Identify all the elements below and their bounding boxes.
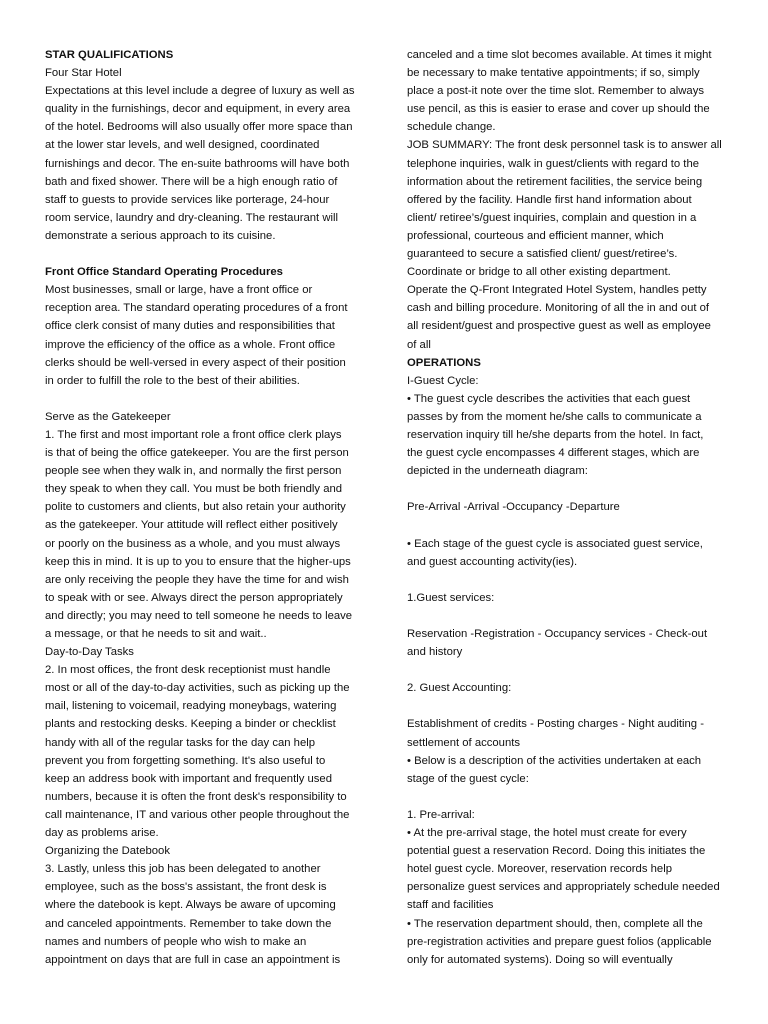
text-line: call maintenance, IT and various other people throughout the [45, 808, 350, 821]
text-line: 1. Pre-arrival: [407, 808, 475, 821]
text-line: keep this in mind. It is up to you to ensure that the higher-ups [45, 555, 351, 568]
blank-line [407, 516, 727, 534]
text-line: Operate the Q-Front Integrated Hotel System, handles petty [407, 284, 707, 297]
blank-line [407, 788, 727, 806]
text-line: guaranteed to secure a satisfied client/ guest/retiree’s. [407, 248, 678, 261]
text-line: potential guest a reservation Record. Doing this initiates the [407, 845, 706, 858]
text-line: in order to fulfill the role to the best of their abilities. [45, 374, 300, 387]
text-line: polite to customers and clients, but also retain your authority [45, 501, 346, 514]
blank-line [407, 607, 727, 625]
text-line: be necessary to make tentative appointments; if so, simply [407, 67, 700, 80]
text-line: • At the pre-arrival stage, the hotel must create for every [407, 827, 687, 840]
text-line: JOB SUMMARY: The front desk personnel task is to answer all [407, 139, 722, 152]
blank-line [45, 245, 363, 263]
text-line: demonstrate a serious approach to its cuisine. [45, 229, 276, 242]
text-line: reception area. The standard operating procedures of a front [45, 302, 348, 315]
text-line: Serve as the Gatekeeper [45, 410, 171, 423]
text-line: Reservation -Registration - Occupancy services - Check-out [407, 628, 708, 640]
text-line: • Each stage of the guest cycle is associated guest service, [407, 537, 703, 550]
text-line: staff to guests to provide services like porterage, 24-hour [45, 193, 330, 206]
text-line: numbers, because it is often the front desk's responsibility to [45, 790, 347, 803]
text-line: Four Star Hotel [45, 67, 122, 80]
text-line: hotel guest cycle. Moreover, reservation records help [407, 863, 672, 876]
text-line: 1.Guest services: [407, 591, 495, 604]
text-line: use pencil, as this is easier to erase and cover up should the [407, 103, 710, 116]
text-line: of the hotel. Bedrooms will also usually offer more space than [45, 121, 353, 134]
text-line: and directly; you may need to tell someone he needs to leave [45, 609, 353, 622]
text-line: Organizing the Datebook [45, 845, 170, 858]
text-line: Most businesses, small or large, have a front office or [45, 284, 313, 297]
text-line: or poorly on the business as a whole, and you must always [45, 537, 341, 550]
text-line: stage of the guest cycle: [407, 772, 529, 785]
text-line: place a post-it note over the time slot. Remember to always [407, 85, 704, 98]
text-line: and canceled appointments. Remember to take down the [45, 917, 332, 930]
text-line: I-Guest Cycle: [407, 374, 479, 387]
text-line: most or all of the day-to-day activities, such as picking up the [45, 682, 350, 695]
text-line: telephone inquiries, walk in guest/clients with regard to the [407, 157, 700, 170]
text-line: is that of being the office gatekeeper. You are the first person [45, 447, 349, 460]
text-line: offered by the facility. Handle first hand information about [407, 193, 692, 206]
text-line: keep an address book with important and frequently used [45, 772, 332, 785]
blank-line [407, 661, 727, 679]
text-line: staff and facilities [407, 899, 494, 912]
text-line: Expectations at this level include a degree of luxury as well as [45, 85, 355, 98]
text-line: Day-to-Day Tasks [45, 646, 134, 659]
text-line: employee, such as the boss's assistant, the front desk is [45, 881, 327, 894]
left-column [45, 46, 363, 969]
text-line: all resident/guest and prospective guest as well as employee [407, 320, 711, 333]
right-column [407, 46, 727, 969]
text-line: plants and restocking desks. Keeping a binder or checklist [45, 718, 336, 731]
text-line: 2. Guest Accounting: [407, 682, 512, 695]
blank-line [407, 480, 727, 498]
text-line: handy with all of the regular tasks for the day can help [45, 736, 316, 749]
blank-line [407, 697, 727, 715]
text-line: • The guest cycle describes the activities that each guest [407, 392, 691, 405]
text-line: professional, courteous and efficient manner, which [407, 229, 664, 242]
text-line: canceled and a time slot becomes available. At times it might [407, 49, 712, 61]
text-line: to speak with or see. Always direct the person appropriately [45, 591, 343, 604]
section-heading: Front Office Standard Operating Procedures [45, 266, 283, 279]
text-line: quality in the furnishings, decor and equipment, in every area [45, 103, 351, 116]
text-line: Establishment of credits - Posting charges - Night auditing - [407, 718, 704, 731]
blank-line [407, 571, 727, 589]
text-line: 3. Lastly, unless this job has been delegated to another [45, 863, 321, 876]
text-line: as the gatekeeper. Your attitude will reflect either positively [45, 519, 338, 532]
text-line: appointment on days that are full in case an appointment is [45, 953, 341, 966]
text-line: information about the retirement facilities, the service being [407, 175, 703, 188]
text-line: people see when they walk in, and normally the first person [45, 465, 342, 478]
text-line: office clerk consist of many duties and responsibilities that [45, 320, 335, 333]
text-line: improve the efficiency of the office as a whole. Front office [45, 338, 336, 351]
text-line: clerks should be well-versed in every aspect of their position [45, 356, 346, 369]
text-line: mail, listening to voicemail, readying moneybags, watering [45, 700, 337, 713]
text-line: settlement of accounts [407, 736, 521, 749]
text-line: client/ retiree’s/guest inquiries, complain and question in a [407, 211, 697, 224]
text-line: and guest accounting activity(ies). [407, 555, 578, 568]
text-line: room service, laundry and dry-cleaning. The restaurant will [45, 211, 339, 224]
text-line: Pre-Arrival -Arrival -Occupancy -Departure [407, 501, 620, 514]
section-heading: OPERATIONS [407, 356, 481, 369]
text-line: schedule change. [407, 121, 496, 134]
blank-line [45, 390, 363, 408]
text-line: and history [407, 646, 463, 659]
text-line: are only receiving the people they have the time for and wish [45, 573, 349, 586]
text-line: they speak to when they call. You must be both friendly and [45, 483, 343, 496]
text-line: day as problems arise. [45, 827, 159, 840]
text-line: • Below is a description of the activities undertaken at each [407, 754, 702, 767]
text-line: • The reservation department should, then, complete all the [407, 917, 703, 930]
text-line: bath and fixed shower. There will be a high enough ratio of [45, 175, 338, 188]
text-line: passes by from the moment he/she calls to communicate a [407, 410, 702, 423]
text-line: where the datebook is kept. Always be aware of upcoming [45, 899, 336, 912]
section-heading: STAR QUALIFICATIONS [45, 49, 174, 61]
text-line: 2. In most offices, the front desk receptionist must handle [45, 664, 331, 677]
text-line: a message, or that he needs to sit and wait.. [45, 628, 267, 640]
text-line: pre-registration activities and prepare guest folios (applicable [407, 935, 712, 948]
text-line: names and numbers of people who wish to make an [45, 935, 307, 948]
text-line: cash and billing procedure. Monitoring of all the in and out of [407, 302, 710, 315]
text-line: at the lower star levels, and well designed, coordinated [45, 139, 320, 152]
text-line: depicted in the underneath diagram: [407, 465, 588, 478]
text-line: personalize guest services and appropriately schedule needed [407, 881, 720, 894]
text-line: prevent you from forgetting something. It's also useful to [45, 754, 326, 767]
text-line: the guest cycle encompasses 4 different stages, which are [407, 447, 700, 460]
text-line: of all [407, 338, 431, 351]
text-line: Coordinate or bridge to all other existing department. [407, 266, 671, 279]
text-line: only for automated systems). Doing so will eventually [407, 953, 673, 966]
text-line: reservation inquiry till he/she departs from the hotel. In fact, [407, 428, 704, 441]
text-line: 1. The first and most important role a front office clerk plays [45, 428, 342, 441]
text-line: furnishings and decor. The en-suite bathrooms will have both [45, 157, 350, 170]
